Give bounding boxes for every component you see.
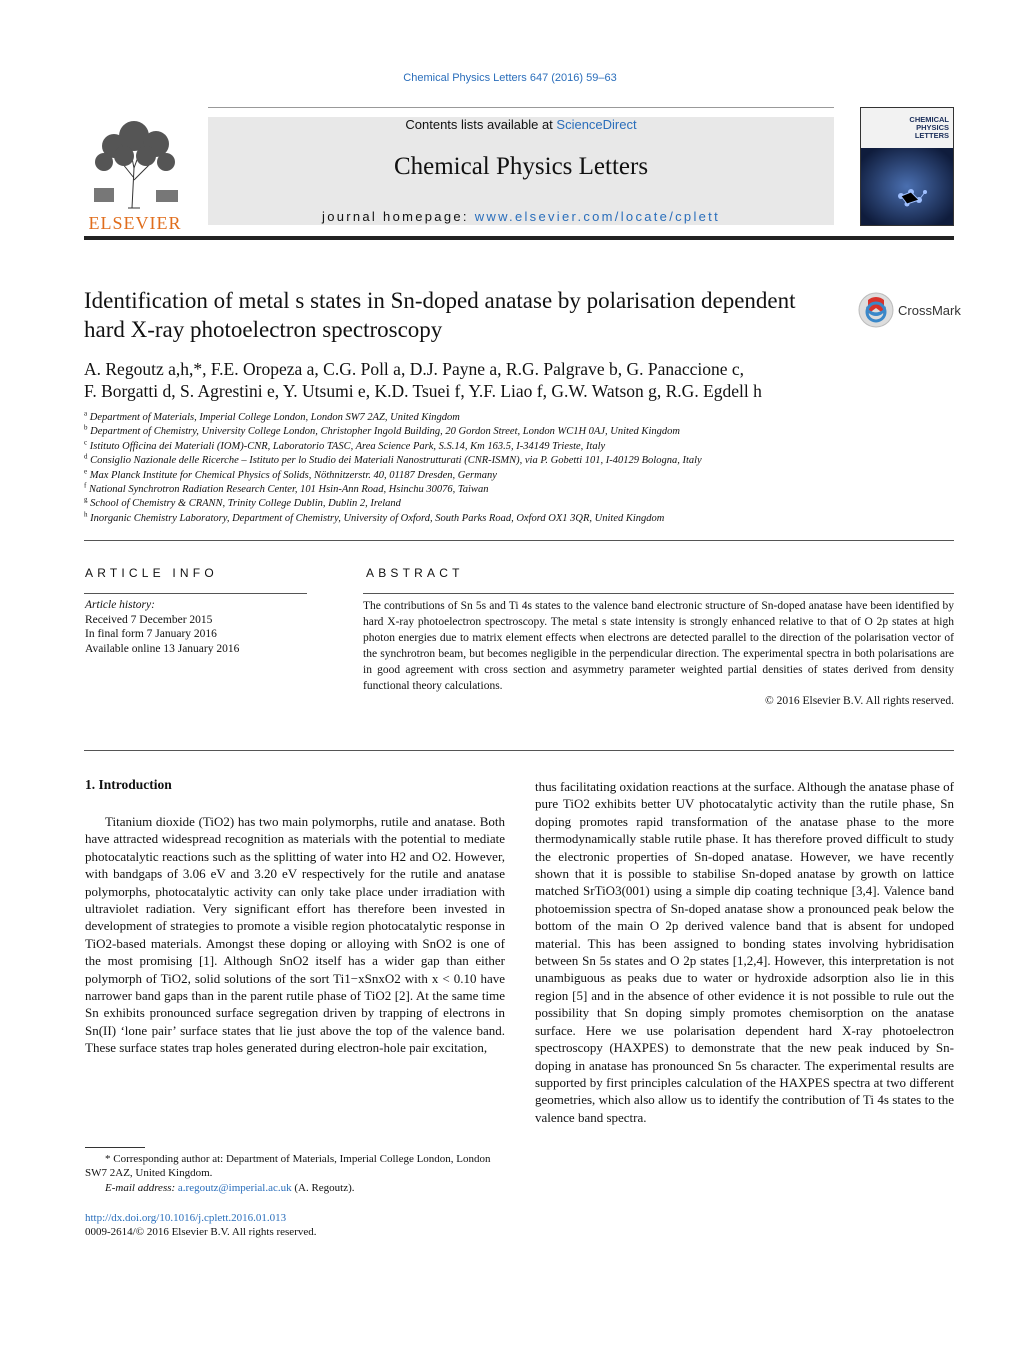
elsevier-logo[interactable] xyxy=(84,118,186,233)
issn-line: 0009-2614/© 2016 Elsevier B.V. All rights reserved. xyxy=(85,1226,317,1239)
history-label: Article history: xyxy=(85,599,155,611)
body-divider xyxy=(84,750,954,751)
crossmark-icon xyxy=(858,292,894,328)
footnote xyxy=(85,1152,505,1195)
affiliation-item: $^d$ Consiglio Nazionale delle Ricerche – Istituto per lo Studio dei Materiali Nanostrutturati (CNR-ISMN), via P. Gobetti 101, I-40129 Bologna, Italy xyxy=(84,452,702,467)
info-divider xyxy=(84,593,307,594)
header-divider xyxy=(208,107,834,108)
abstract-heading: ABSTRACT xyxy=(366,566,464,580)
affiliation-item: $^a$ Department of Materials, Imperial College London, London SW7 2AZ, United Kingdom xyxy=(84,409,460,423)
author-email-link[interactable]: a.regoutz@imperial.ac.uk xyxy=(177,1181,292,1194)
cover-molecule-icon xyxy=(861,148,953,225)
authors-line-2: F. Borgatti d, S. Agrestini e, Y. Utsumi e, K.D. Tsuei f, Y.F. Liao f, G.W. Watson g, R.G. Egdell h xyxy=(84,381,762,401)
affiliation-item: $^c$ Istituto Officina dei Materiali (IOM)-CNR, Laboratorio TASC, Area Science Park, S.S.14, Km 163.5, I-34149 Trieste, Italy xyxy=(84,438,606,452)
article-title: Identification of metal s states in Sn-doped anatase by polarisation dependent hard X-ray photoelectron spectroscopy xyxy=(84,288,796,342)
authors-line-1: A. Regoutz a,h,*, F.E. Oropeza a, C.G. Poll a, D.J. Payne a, R.G. Palgrave b, G. Panaccione c, xyxy=(84,359,745,379)
affiliations xyxy=(84,411,954,526)
abstract-body xyxy=(363,599,954,710)
intro-paragraph-1-cont: thus facilitating oxidation reactions at the surface. Although the anatase phase of pure TiO2 exhibits better UV photocatalytic activity than the rutile phase, Sn doping promotes rapid transformation of the anatase phase to the more thermodynamically stable rutile phase. It has therefore proved difficult to study the electronic properties of Sn-doped anatase. However, we have recently shown that it is possible to stabilise Sn-doped anatase by growth on lattice matched SrTiO3(001) using a simple dip coating technique [3,4]. Valence band photoemission spectra of Sn-doped anatase show a pronounced peak below the bottom of the main O 2p derived valence band that is absent for undoped material. This has been assigned to bonding states involving hybridisation between Sn 5s states and O 2p states [1,2,4]. However, this interpretation is not unambiguous as peaks due to water or hydroxide adsorption also lie in this region [5] and in the absence of other evidence it is not possible to rule out the possibility that Sn doping simply promotes chemisorption on the anatase surface. Here we use polarisation dependent hard X-ray photoelectron spectroscopy (HAXPES) to demonstrate that the new peak induced by Sn-doping in anatase has pronounced Sn 5s character. The experimental results are supported by first principles calculation of the HAXPES spectra at two different geometries, which also allow us to identify the contribution of Ti 4s states to the valence band spectra. xyxy=(535,779,954,1125)
online-date: Available online 13 January 2016 xyxy=(85,642,240,655)
publisher-logo-text: ELSEVIER xyxy=(88,213,182,233)
header-rule xyxy=(84,236,954,240)
corresponding-author-note: * Corresponding author at: Department of Materials, Imperial College London, London SW7 2AZ, United Kingdom. xyxy=(85,1153,491,1180)
intro-left-column xyxy=(85,813,505,1057)
doi-link[interactable]: http://dx.doi.org/10.1016/j.cplett.2016.01.013 xyxy=(85,1212,287,1224)
sciencedirect-link[interactable]: ScienceDirect xyxy=(556,117,637,132)
affiliation-item: $^e$ Max Planck Institute for Chemical Physics of Solids, Nöthnitzerstr. 40, 01187 Dresden, Germany xyxy=(84,467,497,481)
journal-banner xyxy=(208,117,834,225)
author-list xyxy=(84,358,954,402)
final-form-date: In final form 7 January 2016 xyxy=(85,628,217,640)
doi-block xyxy=(85,1211,505,1240)
affiliation-item: $^b$ Department of Chemistry, University College London, Christopher Ingold Building, 20 Gordon Street, London WC1H 0AJ, United Kingdom xyxy=(84,423,680,438)
affiliation-item: $^f$ National Synchrotron Radiation Research Center, 101 Hsin-Ann Road, Hsinchu 30076, Taiwan xyxy=(84,481,489,496)
email-line: E-mail address: a.regoutz@imperial.ac.uk (A. Regoutz). xyxy=(105,1181,355,1194)
intro-paragraph-1: Titanium dioxide (TiO2) has two main polymorphs, rutile and anatase. Both have attracted widespread recognition as materials with the potential to mediate photocatalytic reactions such as the splitting of water into H2 and O2. However, with bandgaps of 3.06 eV and 3.20 eV respectively for the rutile and anatase polymorphs, photocatalytic activity can only take place under irradiation with ultraviolet radiation. Very significant effort has therefore been invested in development of strategies to promote a visible region photocatalytic response in TiO2-based materials. Amongst these doping or alloying with SnO2 is one of the most promising [1]. Although SnO2 itself has a wider gap than either polymorph of TiO2, solid solutions of the sort Ti1−xSnxO2 with x < 0.10 have narrower band gaps than in the parent rutile phase of TiO2 [2]. At the same time Sn exhibits pronounced surface segregation driven by trapping of electrons in Sn(II) ‘lone pair’ surface states that lie just above the top of the valence band. These surface states trap holes generated during electron-hole pair excitation, xyxy=(85,814,505,1056)
journal-citation[interactable]: Chemical Physics Letters 647 (2016) 59–63 xyxy=(403,72,617,84)
abstract-copyright: © 2016 Elsevier B.V. All rights reserved. xyxy=(765,695,954,708)
cover-title: CHEMICAL PHYSICS LETTERS xyxy=(909,115,949,140)
intro-right-column xyxy=(535,778,954,1126)
article-history xyxy=(85,598,305,656)
journal-homepage: journal homepage: www.elsevier.com/locate/cplett xyxy=(322,209,720,224)
affiliation-item: $^g$ School of Chemistry & CRANN, Trinity College Dublin, Dublin 2, Ireland xyxy=(84,495,401,510)
received-date: Received 7 December 2015 xyxy=(85,613,213,626)
abstract-text: The contributions of Sn 5s and Ti 4s states to the valence band electronic structure of Sn-doped anatase have been identified by hard X-ray photoelectron spectroscopy. The metal s state intensity is strongly enhanced relative to that of O 2p states at high photon energies due to matrix element effects when electrons are detected parallel to the direction of the polarisation vector of the synchrotron beam, but becomes negligible in the perpendicular direction. The experimental spectra in both polarisations are in good agreement with cross section and asymmetry parameter weighted partial densities of states derived from density functional theory calculations. xyxy=(363,600,954,692)
crossmark-badge[interactable]: CrossMark xyxy=(858,292,958,330)
article-info-heading: ARTICLE INFO xyxy=(85,566,218,580)
footnote-rule xyxy=(85,1147,145,1148)
contents-line: Contents lists available at ScienceDirect xyxy=(405,117,637,132)
journal-name: Chemical Physics Letters xyxy=(393,153,649,180)
section-heading-introduction: 1. Introduction xyxy=(85,777,172,792)
abstract-divider xyxy=(363,593,954,594)
homepage-link[interactable]: www.elsevier.com/locate/cplett xyxy=(474,209,720,224)
affiliation-divider xyxy=(84,540,954,541)
affiliation-item: $^h$ Inorganic Chemistry Laboratory, Department of Chemistry, University of Oxford, South Parks Road, Oxford OX1 3QR, United Kingdom xyxy=(84,510,665,524)
elsevier-tree-icon xyxy=(84,118,186,210)
journal-cover-image[interactable] xyxy=(860,107,954,226)
